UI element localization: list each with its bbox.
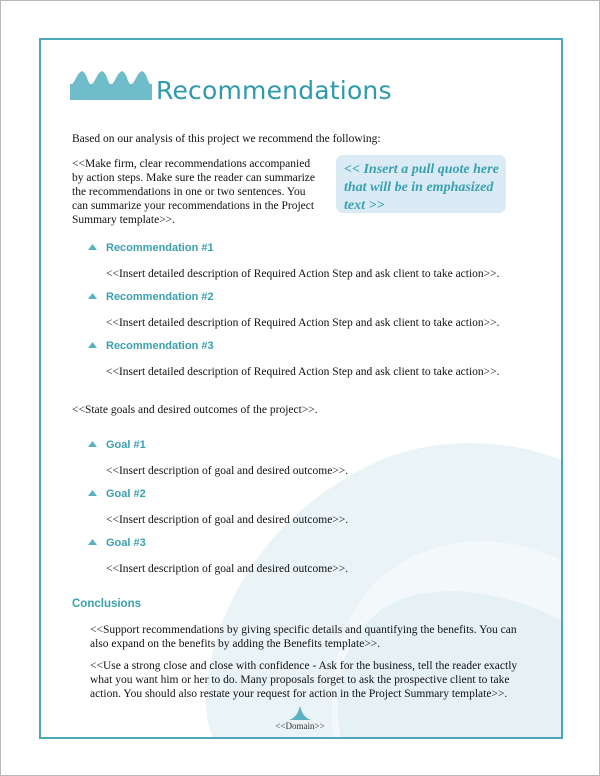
recommendation-2-heading: Recommendation #2	[106, 291, 214, 303]
recommendation-2-text: <<Insert detailed description of Required Action Step and ask client to take action>>.	[106, 317, 500, 329]
goals-intro-text: <<State goals and desired outcomes of the project>>.	[72, 404, 318, 416]
conclusions-paragraph-1: <<Support recommendations by giving specific details and quantifying the benefits. You can also expand on the benefits by adding the Benefits template>>.	[90, 624, 517, 650]
instructions-text: <<Make firm, clear recommendations accompanied by action steps. Make sure the reader can summarize the recommendations in one or two sentences. You can summarize your recommendations in the Project Summary template>>.	[72, 158, 315, 226]
goal-2-heading: Goal #2	[106, 488, 146, 500]
wave-footer-icon	[289, 706, 311, 720]
goal-3-heading: Goal #3	[106, 537, 146, 549]
triangle-bullet-icon	[88, 244, 97, 250]
recommendation-3-heading: Recommendation #3	[106, 340, 214, 352]
goal-1-text: <<Insert description of goal and desired outcome>>.	[106, 465, 349, 477]
pull-quote-text: << Insert a pull quote here that will be in emphasized text >>	[344, 162, 499, 213]
conclusions-paragraph-2: <<Use a strong close and close with confidence - Ask for the business, tell the reader exactly what you want him or her to do. Many proposals forget to ask the prospective client to take action. You should also restate your request for action in the Project Summary template>>.	[90, 660, 518, 700]
recommendation-3-text: <<Insert detailed description of Required Action Step and ask client to take action>>.	[106, 366, 500, 378]
triangle-bullet-icon	[88, 539, 97, 545]
triangle-bullet-icon	[88, 293, 97, 299]
recommendation-1-text: <<Insert detailed description of Required Action Step and ask client to take action>>.	[106, 268, 500, 280]
triangle-bullet-icon	[88, 342, 97, 348]
footer-domain: <<Domain>>	[275, 721, 325, 731]
goal-3-text: <<Insert description of goal and desired outcome>>.	[106, 563, 349, 575]
triangle-bullet-icon	[88, 490, 97, 496]
recommendation-1-heading: Recommendation #1	[106, 242, 214, 254]
intro-text: Based on our analysis of this project we recommend the following:	[72, 133, 381, 145]
triangle-bullet-icon	[88, 441, 97, 447]
goal-2-text: <<Insert description of goal and desired outcome>>.	[106, 514, 349, 526]
conclusions-heading: Conclusions	[72, 598, 142, 610]
wave-logo-icon	[70, 70, 152, 100]
page-title: Recommendations	[156, 76, 392, 105]
goal-1-heading: Goal #1	[106, 439, 146, 451]
